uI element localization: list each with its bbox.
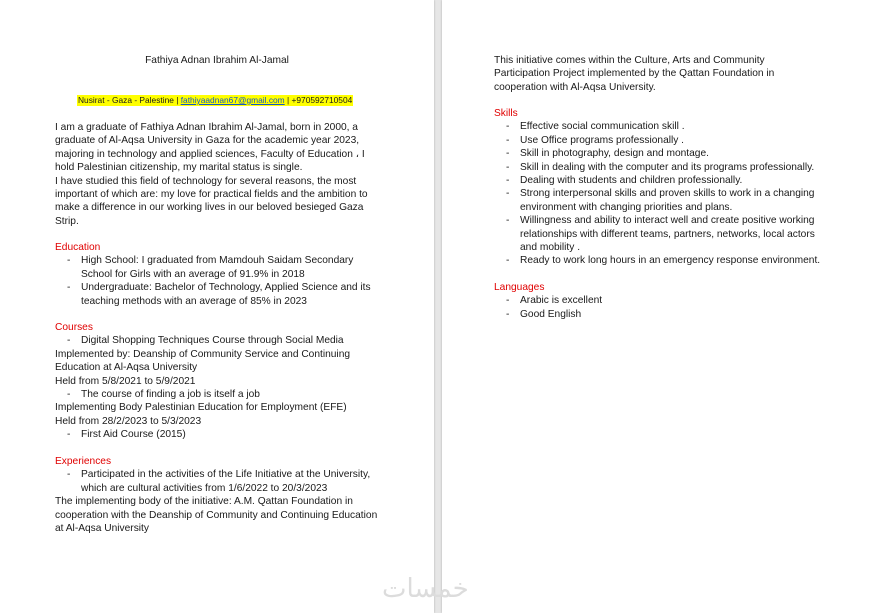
dash-bullet: - — [506, 295, 510, 307]
resume-page-left — [0, 0, 434, 613]
email-link[interactable]: fathiyaadnan67@gmail.com — [180, 95, 285, 105]
list-item — [494, 161, 834, 174]
skill-line: Willingness and ability to interact well and create positive working — [520, 215, 815, 227]
list-item — [55, 468, 395, 495]
education-line: teaching methods with an average of 85% in 2023 — [81, 295, 307, 307]
list-item — [494, 174, 834, 187]
summary-line: make a difference in our working lives in our beloved besieged Gaza — [55, 202, 364, 214]
experience-line: which are cultural activities from 1/6/2022 to 20/3/2023 — [81, 482, 328, 494]
dash-bullet: - — [506, 255, 510, 267]
summary-line: hold Palestinian citizenship, my marital status is single. — [55, 162, 303, 174]
experience-detail: The implementing body of the initiative: A.M. Qattan Foundation in — [55, 496, 353, 508]
summary-line: majoring in technology and applied sciences, Faculty of Education ، I — [55, 148, 365, 160]
dash-bullet: - — [67, 429, 71, 441]
education-section — [55, 241, 385, 308]
courses-heading: Courses — [55, 322, 93, 333]
experience-detail: at Al-Aqsa University — [55, 523, 149, 535]
summary-paragraph — [55, 121, 385, 228]
dash-bullet: - — [67, 255, 71, 267]
dash-bullet: - — [506, 308, 510, 320]
skill-line: Dealing with students and children professionally. — [520, 175, 743, 187]
education-line: High School: I graduated from Mamdouh Saidam Secondary — [81, 255, 354, 267]
list-item — [494, 308, 829, 321]
intro-line: This initiative comes within the Culture, Arts and Community — [494, 55, 765, 66]
intro-line: Participation Project implemented by the Qattan Foundation in — [494, 68, 775, 80]
contact-phone: | +970592710504 — [284, 95, 353, 105]
dash-bullet: - — [67, 282, 71, 294]
dash-bullet: - — [506, 188, 510, 200]
dash-bullet: - — [506, 134, 510, 146]
intro-line: cooperation with Al-Aqsa University. — [494, 81, 656, 93]
list-item — [494, 254, 834, 267]
summary-line: graduate of Al-Aqsa University in Gaza for the academic year 2023, — [55, 135, 360, 147]
dash-bullet: - — [67, 469, 71, 481]
list-item — [55, 254, 385, 281]
courses-section — [55, 321, 385, 442]
list-item — [494, 120, 834, 133]
list-item — [494, 294, 829, 307]
dash-bullet: - — [506, 215, 510, 227]
list-item — [494, 187, 834, 214]
summary-line: I am a graduate of Fathiya Adnan Ibrahim Al-Jamal, born in 2000, a — [55, 122, 358, 133]
contact-address: Nusirat - Gaza - Palestine | — [78, 95, 181, 105]
list-item — [55, 388, 385, 401]
list-item — [494, 147, 834, 160]
experience-detail: cooperation with the Deanship of Community and Continuing Education — [55, 509, 378, 521]
course-detail: Education at Al-Aqsa University — [55, 362, 198, 374]
languages-section — [494, 281, 829, 321]
skill-line: and mobility . — [520, 242, 581, 254]
course-title: The course of finding a job is itself a job — [81, 389, 260, 401]
skill-line: Strong interpersonal skills and proven skills to work in a changing — [520, 188, 815, 200]
skills-heading: Skills — [494, 108, 518, 119]
contact-line — [77, 95, 353, 106]
skill-line: Use Office programs professionally . — [520, 134, 685, 146]
list-item — [494, 214, 834, 254]
initiative-paragraph — [494, 54, 829, 94]
skill-line: Effective social communication skill . — [520, 121, 685, 133]
resume-name: Fathiya Adnan Ibrahim Al-Jamal — [145, 55, 289, 66]
languages-heading: Languages — [494, 282, 545, 293]
course-title: First Aid Course (2015) — [81, 429, 186, 441]
course-title: Digital Shopping Techniques Course through Social Media — [81, 335, 344, 347]
skills-section — [494, 107, 834, 268]
course-detail: Implementing Body Palestinian Education for Employment (EFE) — [55, 402, 347, 414]
skill-line: relationships with different teams, partners, networks, local actors — [520, 228, 815, 240]
language-line: Arabic is excellent — [520, 295, 603, 307]
dash-bullet: - — [506, 175, 510, 187]
course-detail: Held from 5/8/2021 to 5/9/2021 — [55, 375, 196, 387]
dash-bullet: - — [506, 161, 510, 173]
list-item — [55, 334, 385, 347]
resume-page-right — [442, 0, 875, 613]
education-heading: Education — [55, 242, 101, 253]
list-item — [55, 281, 385, 308]
experiences-section — [55, 455, 395, 535]
skill-line: environment with changing priorities and plans. — [520, 201, 733, 213]
skill-line: Skill in photography, design and montage. — [520, 148, 709, 160]
experience-line: Participated in the activities of the Life Initiative at the University, — [81, 469, 371, 481]
education-line: Undergraduate: Bachelor of Technology, Applied Science and its — [81, 282, 371, 294]
summary-line: I have studied this field of technology for several reasons, the most — [55, 175, 357, 187]
dash-bullet: - — [67, 389, 71, 401]
course-detail: Held from 28/2/2023 to 5/3/2023 — [55, 415, 202, 427]
khamsat-watermark: خمسات — [382, 574, 469, 604]
education-line: School for Girls with an average of 91.9% in 2018 — [81, 268, 305, 280]
skill-line: Ready to work long hours in an emergency response environment. — [520, 255, 821, 267]
list-item — [55, 428, 385, 441]
skill-line: Skill in dealing with the computer and its programs professionally. — [520, 161, 815, 173]
summary-line: Strip. — [55, 215, 79, 227]
list-item — [494, 134, 834, 147]
summary-line: important of which are: my love for practical fields and the ambition to — [55, 189, 368, 201]
experiences-heading: Experiences — [55, 456, 112, 467]
dash-bullet: - — [506, 148, 510, 160]
dash-bullet: - — [67, 335, 71, 347]
language-line: Good English — [520, 308, 582, 320]
dash-bullet: - — [506, 121, 510, 133]
course-detail: Implemented by: Deanship of Community Service and Continuing — [55, 348, 351, 360]
